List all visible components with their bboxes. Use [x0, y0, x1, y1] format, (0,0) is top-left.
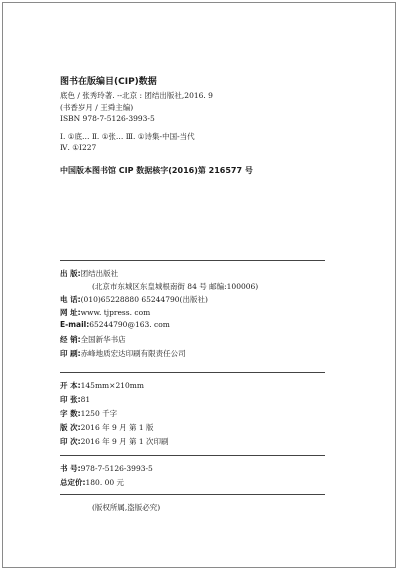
isbn-value: 978-7-5126-3993-5: [80, 464, 153, 473]
words-label: 字 数:: [60, 409, 81, 418]
cip-heading: 图书在版编目(CIP)数据: [60, 77, 157, 87]
distributor-label: 经 销:: [60, 335, 81, 344]
distributor-value: 全国新华书店: [80, 335, 126, 344]
cip-subject-line: Ⅰ. ①底… Ⅱ. ①张… Ⅲ. ①诗集-中国-当代: [60, 132, 195, 141]
format-row: [60, 380, 144, 391]
publisher-row: [60, 268, 118, 279]
website-row: [60, 307, 150, 318]
divider: [60, 455, 325, 456]
website-value: www. tjpress. com: [80, 308, 151, 317]
sheets-value: 81: [80, 395, 91, 404]
divider: [60, 494, 325, 495]
words-row: [60, 408, 117, 419]
email-value: 65244790@163. com: [89, 320, 170, 329]
website-label: 网 址:: [60, 308, 81, 317]
phone-value: (010)65228880 65244790(出版社): [80, 295, 208, 304]
phone-row: [60, 294, 208, 305]
price-value: 180. 00 元: [85, 478, 125, 487]
printing-label: 印 次:: [60, 437, 81, 446]
phone-label: 电 话:: [60, 295, 81, 304]
sheets-label: 印 张:: [60, 395, 81, 404]
edition-label: 版 次:: [60, 423, 81, 432]
printing-row: [60, 436, 169, 447]
words-value: 1250 千字: [80, 409, 118, 418]
publisher-address: (北京市东城区东皇城根南街 84 号 邮编:100006): [92, 282, 259, 291]
publish-label: 出 版:: [60, 269, 81, 278]
price-row: [60, 477, 124, 488]
edition-value: 2016 年 9 月 第 1 版: [80, 423, 154, 432]
email-row: [60, 320, 170, 329]
publish-value: 团结出版社: [80, 269, 119, 278]
cip-line: ISBN 978-7-5126-3993-5: [60, 114, 155, 123]
printing-value: 2016 年 9 月 第 1 次印刷: [80, 437, 169, 446]
distributor-row: [60, 334, 126, 345]
copyright-notice: (版权所属,盗版必究): [92, 503, 161, 512]
edition-row: [60, 422, 154, 433]
format-label: 开 本:: [60, 381, 81, 390]
printer-value: 赤峰地质宏达印刷有限责任公司: [80, 349, 186, 358]
cip-line: 底色 / 张秀玲著. --北京 : 团结出版社,2016. 9: [60, 91, 213, 100]
email-label: E-mail:: [60, 320, 90, 329]
printer-row: [60, 348, 186, 359]
cip-subject-line: Ⅳ. ①I227: [60, 143, 97, 152]
divider: [60, 372, 325, 373]
isbn-label: 书 号:: [60, 464, 81, 473]
divider: [60, 260, 325, 261]
printer-label: 印 刷:: [60, 349, 81, 358]
isbn-row: [60, 463, 153, 474]
sheets-row: [60, 394, 90, 405]
format-value: 145mm×210mm: [80, 381, 144, 390]
cip-line: (书香岁月 / 王舜主编): [60, 103, 134, 112]
price-label: 总定价:: [60, 478, 86, 487]
cip-approval-number: 中国版本图书馆 CIP 数据核字(2016)第 216577 号: [60, 166, 253, 175]
